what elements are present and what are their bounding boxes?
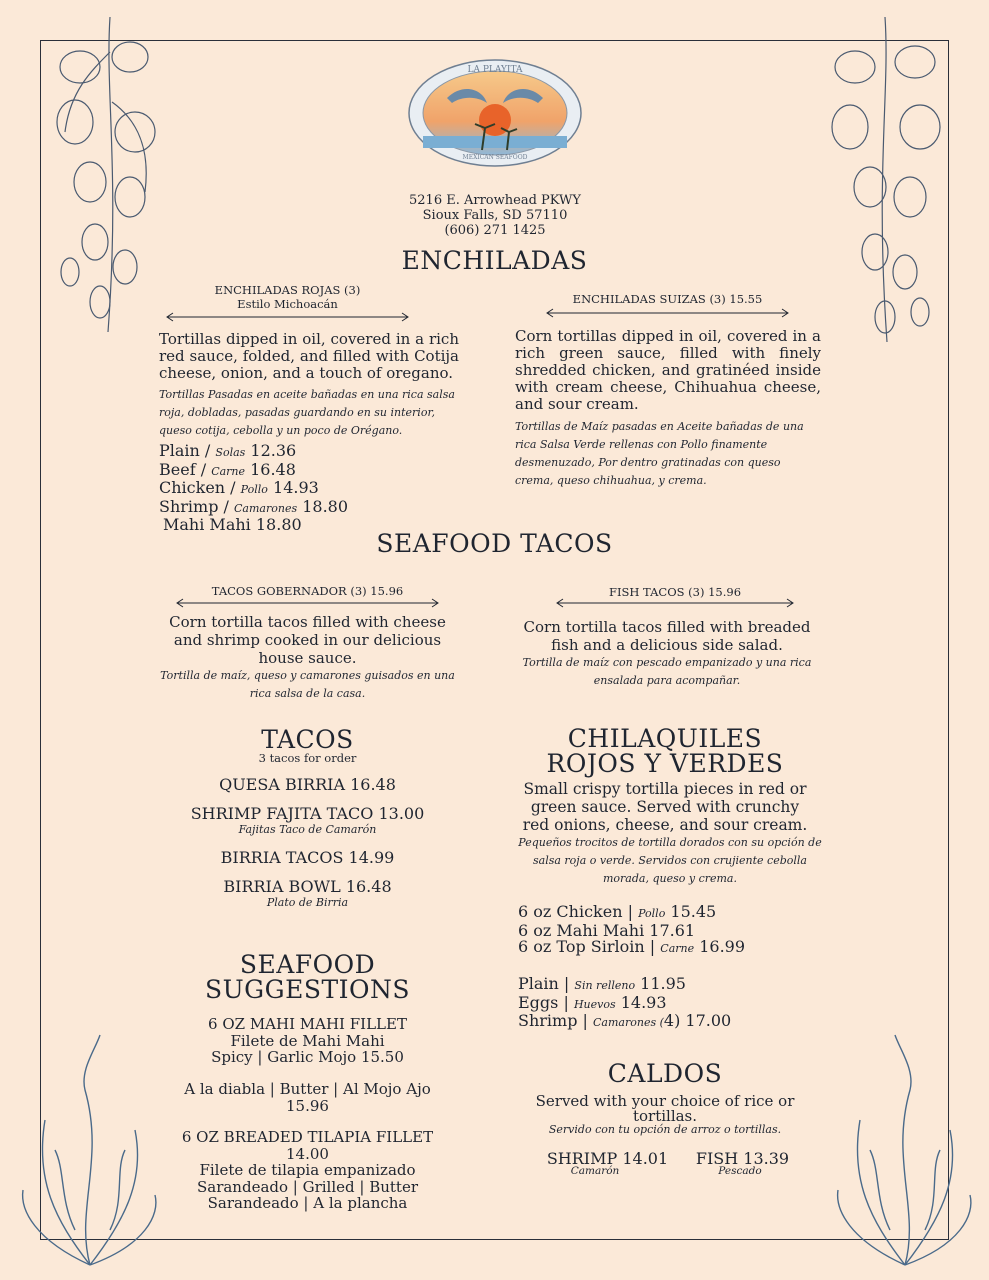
enchiladas-rojas-price-list — [159, 443, 348, 534]
mahi-fillet-style: Spicy | Garlic Mojo 15.50 — [211, 1048, 404, 1066]
tilapia-fillet-price: 14.00 — [286, 1144, 329, 1163]
chilaquiles-mahi: 6 oz Mahi Mahi 17.61 — [518, 920, 696, 940]
chilaquiles-description: Small crispy tortilla pieces in red or green sauce. Served with crunchy red onions, cheese, and sour cream. — [522, 780, 808, 834]
tilapia-fillet-es: Filete de tilapia empanizado — [199, 1161, 416, 1179]
price-row-chicken: Chicken / Pollo 14.93 — [159, 478, 319, 497]
caldo-shrimp: SHRIMP 14.01 — [546, 1149, 669, 1168]
double-arrow-icon — [545, 308, 790, 318]
enchiladas-rojas-description: Tortillas dipped in oil, covered in a rich red sauce, folded, and filled with Cotija cheese, onion, and a touch of oregano. — [159, 330, 459, 382]
fish-tacos-description-es: Tortilla de maíz con pescado empanizado y una rica ensalada para acompañar. — [522, 656, 812, 687]
chilaquiles-heading: CHILAQUILES ROJOS Y VERDES — [546, 724, 784, 778]
tilapia-fillet-block — [160, 1129, 455, 1212]
hanging-flowers-right-illustration — [825, 12, 950, 352]
taco-item-shrimp-fajita: SHRIMP FAJITA TACO 13.00 — [190, 804, 425, 823]
double-arrow-icon — [555, 598, 795, 608]
logo-tagline: MEXICAN SEAFOOD — [462, 154, 528, 161]
tacos-gobernador-description: Corn tortilla tacos filled with cheese and shrimp cooked in our delicious house sauce. — [169, 613, 446, 667]
tilapia-options-2: Sarandeado | A la plancha — [207, 1194, 408, 1212]
chilaquiles-description-es: Pequeños trocitos de tortilla dorados con su opción de salsa roja o verde. Servidos con crujiente cebolla morada, queso y crema. — [518, 836, 822, 885]
fish-tacos-title: FISH TACOS (3) 15.96 — [608, 585, 742, 599]
tilapia-options-1: Sarandeado | Grilled | Butter — [196, 1177, 419, 1196]
chilaquiles-protein-list — [518, 904, 745, 958]
caldos-heading: CALDOS — [607, 1059, 723, 1088]
tacos-gobernador-description-es: Tortilla de maíz, queso y camarones guisados en una rica salsa de la casa. — [160, 669, 455, 700]
chilaquiles-shrimp: Shrimp | Camarones (4) 17.00 — [518, 1011, 732, 1030]
enchiladas-rojas-title-block — [165, 283, 410, 311]
price-row-mahi: Mahi Mahi 18.80 — [163, 515, 302, 534]
price-row-shrimp: Shrimp / Camarones 18.80 — [159, 496, 349, 516]
address-city: Sioux Falls, SD 57110 — [422, 208, 568, 223]
mahi-options-price: 15.96 — [286, 1096, 329, 1115]
mahi-fillet-name: 6 OZ MAHI MAHI FILLET — [208, 1015, 407, 1033]
tacos-subtitle: 3 tacos for order — [258, 751, 357, 765]
double-arrow-icon — [165, 312, 410, 322]
taco-item-birria-bowl-es: Plato de Birria — [266, 896, 349, 909]
caldo-shrimp-es: Camarón — [570, 1165, 620, 1177]
enchiladas-heading: ENCHILADAS — [401, 246, 588, 275]
hanging-flowers-left-illustration — [50, 12, 160, 342]
enchiladas-rojas-subtitle: Estilo Michoacán — [237, 297, 338, 311]
address-block — [380, 193, 610, 238]
chilaquiles-plain: Plain | Sin relleno 11.95 — [518, 974, 686, 993]
seaweed-left-illustration — [15, 1030, 165, 1270]
taco-item-birria-bowl: BIRRIA BOWL 16.48 — [223, 877, 392, 896]
price-row-plain: Plain / Solas 12.36 — [159, 441, 297, 460]
tacos-heading: TACOS — [261, 725, 354, 754]
enchiladas-rojas-description-es: Tortillas Pasadas en aceite bañadas en una rica salsa roja, dobladas, pasadas guardando en su interior, queso cotija, cebolla y un poco de Orégano. — [159, 388, 455, 437]
enchiladas-suizas-title: ENCHILADAS SUIZAS (3) 15.55 — [572, 292, 763, 306]
taco-item-shrimp-fajita-es: Fajitas Taco de Camarón — [238, 823, 377, 836]
phone-number: (606) 271 1425 — [444, 223, 546, 238]
fish-tacos-description: Corn tortilla tacos filled with breaded fish and a delicious side salad. — [523, 618, 811, 654]
caldo-fish: FISH 13.39 — [695, 1149, 790, 1168]
mahi-options-block — [160, 1081, 455, 1114]
chilaquiles-eggs: Eggs | Huevos 14.93 — [518, 992, 667, 1012]
tacos-gobernador-title: TACOS GOBERNADOR (3) 15.96 — [211, 584, 404, 598]
caldo-fish-es: Pescado — [718, 1165, 762, 1177]
enchiladas-rojas-title: ENCHILADAS ROJAS (3) — [214, 283, 361, 297]
seafood-tacos-heading: SEAFOOD TACOS — [376, 529, 613, 558]
seafood-suggestions-heading: SEAFOOD SUGGESTIONS — [204, 950, 411, 1004]
caldos-description: Served with your choice of rice or tortillas. — [535, 1092, 795, 1125]
taco-item-quesa-birria: QUESA BIRRIA 16.48 — [219, 775, 396, 794]
address-street: 5216 E. Arrowhead PKWY — [409, 193, 581, 208]
chilaquiles-sirloin: 6 oz Top Sirloin | Carne 16.99 — [518, 937, 746, 956]
logo-name: LA PLAYITA — [467, 65, 523, 75]
restaurant-logo — [407, 58, 583, 168]
taco-item-birria-tacos: BIRRIA TACOS 14.99 — [220, 848, 395, 867]
enchiladas-suizas-description: Corn tortillas dipped in oil, covered in a rich green sauce, filled with finely shredded chicken, and gratinéed inside with cream cheese, Chihuahua cheese, and sour cream. — [515, 327, 821, 413]
mahi-fillet-es: Filete de Mahi Mahi — [230, 1031, 385, 1050]
chilaquiles-chicken: 6 oz Chicken | Pollo 15.45 — [518, 902, 717, 921]
mahi-fillet-block — [160, 1016, 455, 1066]
price-row-beef: Beef / Carne 16.48 — [159, 459, 296, 479]
mahi-options: A la diabla | Butter | Al Mojo Ajo — [184, 1080, 431, 1098]
enchiladas-suizas-description-es: Tortillas de Maíz pasadas en Aceite bañadas de una rica Salsa Verde rellenas con Pollo finamente desmenuzado, Por dentro gratinadas con queso crema, queso chihuahua, y crema. — [515, 420, 804, 487]
double-arrow-icon — [175, 598, 440, 608]
seaweed-right-illustration — [830, 1030, 980, 1270]
chilaquiles-extras-list — [518, 976, 731, 1032]
tilapia-fillet-name: 6 OZ BREADED TILAPIA FILLET — [181, 1128, 434, 1146]
caldos-description-es: Servido con tu opción de arroz o tortillas. — [548, 1123, 782, 1136]
